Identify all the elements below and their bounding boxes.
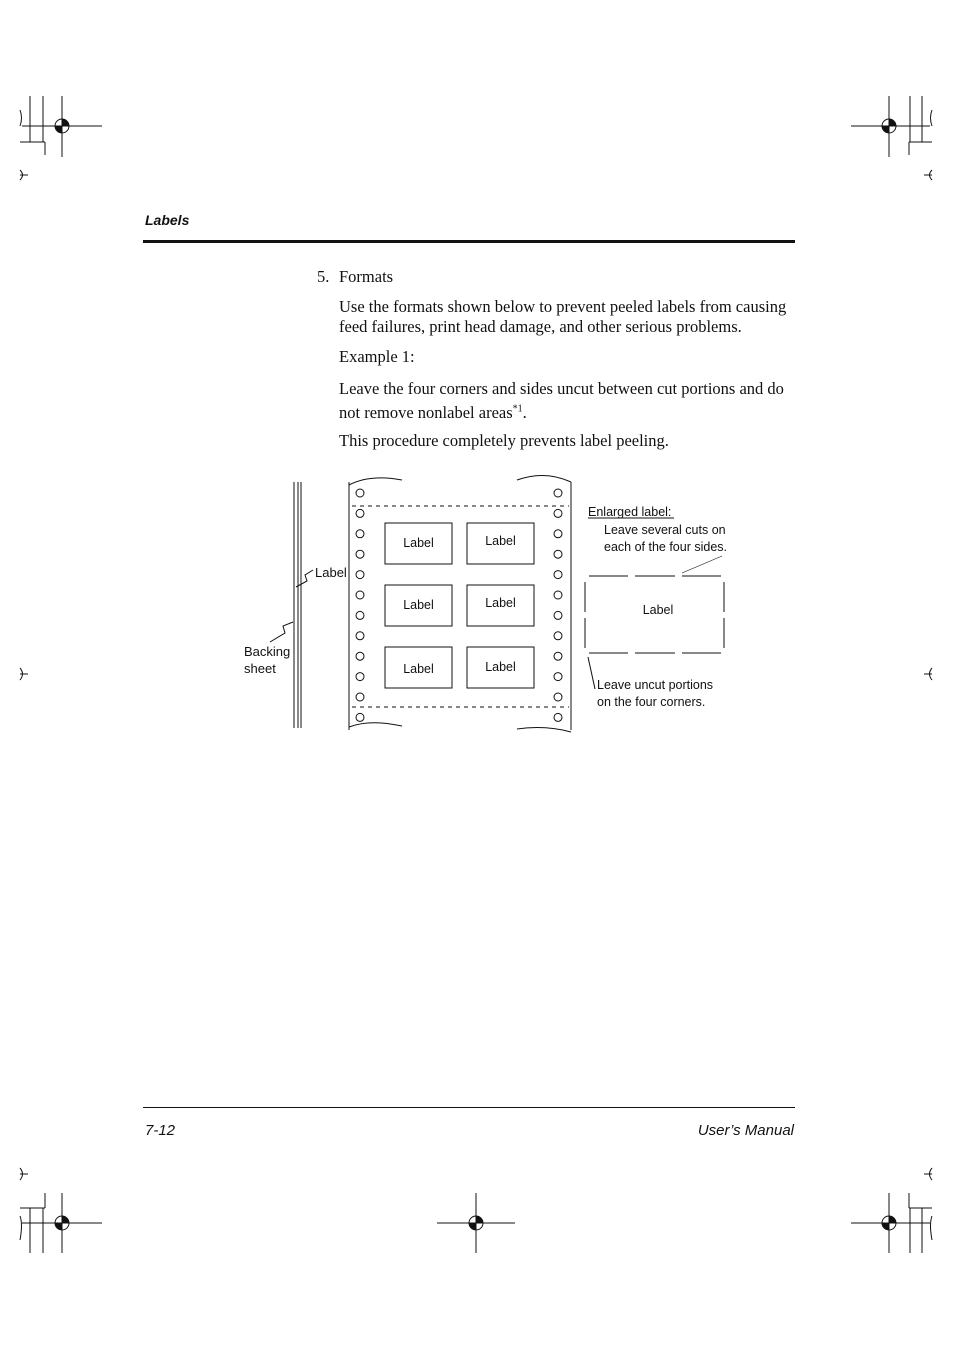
label-format-figure: [230, 470, 750, 740]
sprocket-hole: [356, 591, 364, 599]
sprocket-hole: [356, 571, 364, 579]
sprocket-hole: [554, 693, 562, 701]
sprocket-hole: [356, 550, 364, 558]
label-cell: Label: [485, 660, 516, 674]
sprocket-hole: [554, 611, 562, 619]
manual-title: User’s Manual: [697, 1122, 794, 1139]
sprocket-hole: [554, 632, 562, 640]
side-label-text: Label: [315, 565, 347, 580]
sprocket-hole: [554, 652, 562, 660]
sprocket-hole: [356, 713, 364, 721]
label-cell: Label: [403, 598, 434, 612]
paragraph-end-period: .: [522, 403, 527, 422]
sprocket-hole: [356, 632, 364, 640]
corners-note-line1: Leave uncut portions: [597, 678, 714, 692]
paragraph-procedure: This procedure completely prevents label peeling.: [339, 431, 669, 450]
paragraph-leave-uncut-text: Leave the four corners and sides uncut between cut portions and do not remove nonlabel areas: [339, 379, 784, 422]
sprocket-hole: [554, 509, 562, 517]
sprocket-hole: [554, 571, 562, 579]
sprocket-hole: [356, 652, 364, 660]
backing-label-line1: Backing: [244, 644, 291, 659]
footnote-reference[interactable]: *1: [512, 403, 523, 415]
page-number: 7-12: [145, 1122, 176, 1139]
sprocket-hole: [554, 489, 562, 497]
cuts-note-line1: Leave several cuts on: [604, 523, 726, 537]
sprocket-hole: [356, 693, 364, 701]
step-number: 5.: [317, 267, 330, 286]
label-cell: Label: [485, 596, 516, 610]
sprocket-hole: [356, 509, 364, 517]
sprocket-hole: [356, 673, 364, 681]
backing-label-line2: sheet: [244, 661, 276, 676]
label-cell: Label: [485, 534, 516, 548]
example-heading: Example 1:: [339, 347, 415, 366]
step-title: Formats: [339, 267, 394, 286]
enlarged-label-text: Label: [642, 603, 674, 617]
sprocket-hole: [356, 530, 364, 538]
paragraph-prevent-peeling: Use the formats shown below to prevent peeled labels from causing feed failures, print head damage, and other serious problems.: [339, 297, 787, 336]
section-title: Labels: [145, 212, 190, 228]
sprocket-hole: [554, 713, 562, 721]
label-cell: Label: [403, 536, 434, 550]
enlarged-label-title: Enlarged label:: [588, 505, 672, 519]
footer-rule: [143, 1107, 795, 1108]
cuts-note-line2: each of the four sides.: [604, 540, 727, 554]
corners-note-line2: on the four corners.: [597, 695, 706, 709]
sprocket-hole: [554, 673, 562, 681]
sprocket-hole: [356, 489, 364, 497]
sprocket-hole: [554, 550, 562, 558]
sprocket-hole: [554, 591, 562, 599]
paragraph-leave-uncut: [339, 377, 799, 425]
sprocket-hole: [356, 611, 364, 619]
header-rule: [143, 240, 795, 243]
sprocket-hole: [554, 530, 562, 538]
label-cell: Label: [403, 662, 434, 676]
